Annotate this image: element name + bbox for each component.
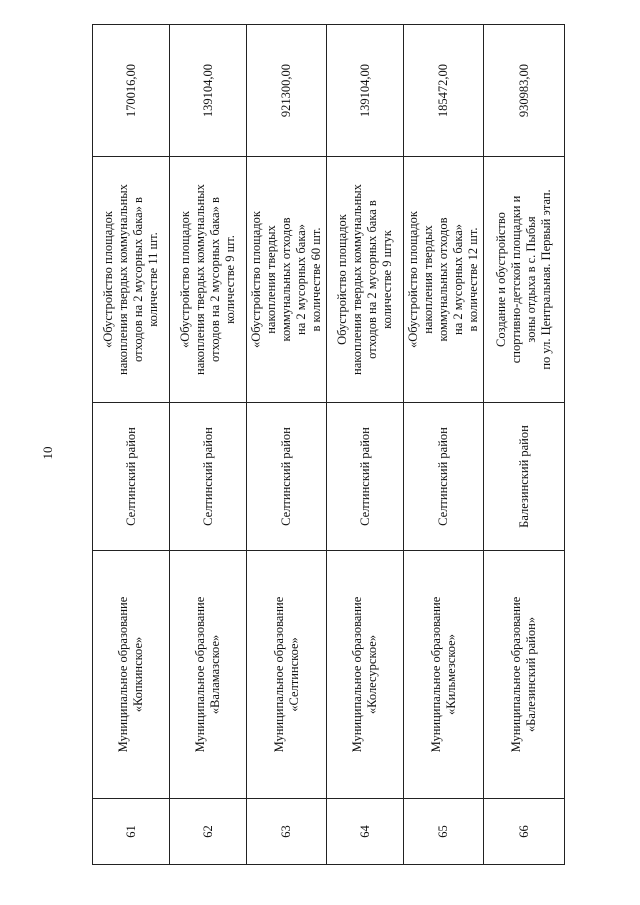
project-line: «Обустройство площадок: [101, 211, 115, 348]
project-line: количестве 11 шт.: [146, 232, 160, 327]
amount-cell: 139104,00: [170, 25, 247, 157]
district-cell: Селтинский район: [170, 403, 247, 551]
project-line: на 2 мусорных бака»: [451, 224, 465, 335]
project-description-cell: [247, 157, 327, 403]
municipality-cell: [404, 551, 484, 799]
project-description-cell: [170, 157, 247, 403]
page-number: 10: [40, 446, 55, 460]
municipality-cell: [247, 551, 327, 799]
district-cell: Балезинский район: [484, 403, 565, 551]
amount-cell: 185472,00: [404, 25, 484, 157]
municipality-line: Муниципальное образование: [509, 596, 523, 753]
municipality-line: Муниципальное образование: [350, 596, 364, 753]
project-line: «Обустройство площадок: [406, 211, 420, 348]
project-line: «Обустройство площадок: [178, 211, 192, 348]
row-number-cell: 64: [327, 799, 404, 865]
row-number-cell: 62: [170, 799, 247, 865]
municipality-line: Муниципальное образование: [193, 596, 207, 753]
municipality-line: «Копкинское»: [131, 636, 145, 713]
project-description-cell: [93, 157, 170, 403]
municipality-line: Муниципальное образование: [116, 596, 130, 753]
district-cell: Селтинский район: [93, 403, 170, 551]
project-line: накопления твердых коммунальных: [193, 184, 207, 375]
district-cell: Селтинский район: [247, 403, 327, 551]
project-description-cell: [404, 157, 484, 403]
table-row: [93, 25, 170, 865]
amount-cell: 170016,00: [93, 25, 170, 157]
municipality-line: «Валамазское»: [208, 634, 222, 715]
table-row: [327, 25, 404, 865]
project-line: на 2 мусорных бака»: [294, 224, 308, 335]
municipality-line: «Балезинский район»: [524, 616, 538, 733]
municipality-cell: [170, 551, 247, 799]
project-line: коммунальных отходов: [279, 217, 293, 342]
amount-cell: 139104,00: [327, 25, 404, 157]
project-line: отходов на 2 мусорных бака в: [365, 200, 379, 359]
project-line: Обустройство площадок: [335, 214, 349, 345]
row-number-cell: 65: [404, 799, 484, 865]
project-line: накопления твердых коммунальных: [350, 184, 364, 375]
table-row: [484, 25, 565, 865]
row-number-cell: 66: [484, 799, 565, 865]
project-line: коммунальных отходов: [436, 217, 450, 342]
project-line: в количестве 12 шт.: [466, 227, 480, 332]
project-line: по ул. Центральная. Первый этап.: [539, 189, 553, 370]
table-row: [170, 25, 247, 865]
municipality-line: Муниципальное образование: [428, 596, 443, 753]
table-viewport: [92, 25, 558, 865]
municipality-line: Муниципальное образование: [271, 596, 286, 753]
rotated-table-container: [92, 25, 558, 865]
projects-table: [92, 24, 565, 865]
municipality-line: «Колесурское»: [365, 634, 379, 715]
amount-cell: 930983,00: [484, 25, 565, 157]
projects-table-body: [93, 25, 565, 865]
project-line: накопления твердых коммунальных: [116, 184, 130, 375]
project-line: зоны отдыха в с. Пыбья: [524, 216, 538, 343]
project-description-cell: [327, 157, 404, 403]
project-line: Создание и обустройство: [494, 212, 508, 347]
project-line: накопления твердых: [421, 225, 435, 334]
row-number-cell: 61: [93, 799, 170, 865]
municipality-line: «Кильмезское»: [443, 634, 458, 715]
amount-cell: 921300,00: [247, 25, 327, 157]
project-description-cell: [484, 157, 565, 403]
municipality-cell: [327, 551, 404, 799]
row-number-cell: 63: [247, 799, 327, 865]
project-line: отходов на 2 мусорных бака» в: [131, 197, 145, 362]
project-line: количестве 9 шт.: [223, 235, 237, 324]
project-line: «Обустройство площадок: [249, 211, 263, 348]
district-cell: Селтинский район: [404, 403, 484, 551]
project-line: количестве 9 штук: [380, 230, 394, 329]
project-line: накопления твердых: [264, 225, 278, 334]
district-cell: Селтинский район: [327, 403, 404, 551]
project-line: в количестве 60 шт.: [309, 227, 323, 332]
project-line: отходов на 2 мусорных бака» в: [208, 197, 222, 362]
municipality-cell: [93, 551, 170, 799]
municipality-cell: [484, 551, 565, 799]
project-line: спортивно-детской площадки и: [509, 195, 523, 364]
table-row: [247, 25, 327, 865]
table-row: [404, 25, 484, 865]
municipality-line: «Селтинское»: [286, 637, 301, 712]
